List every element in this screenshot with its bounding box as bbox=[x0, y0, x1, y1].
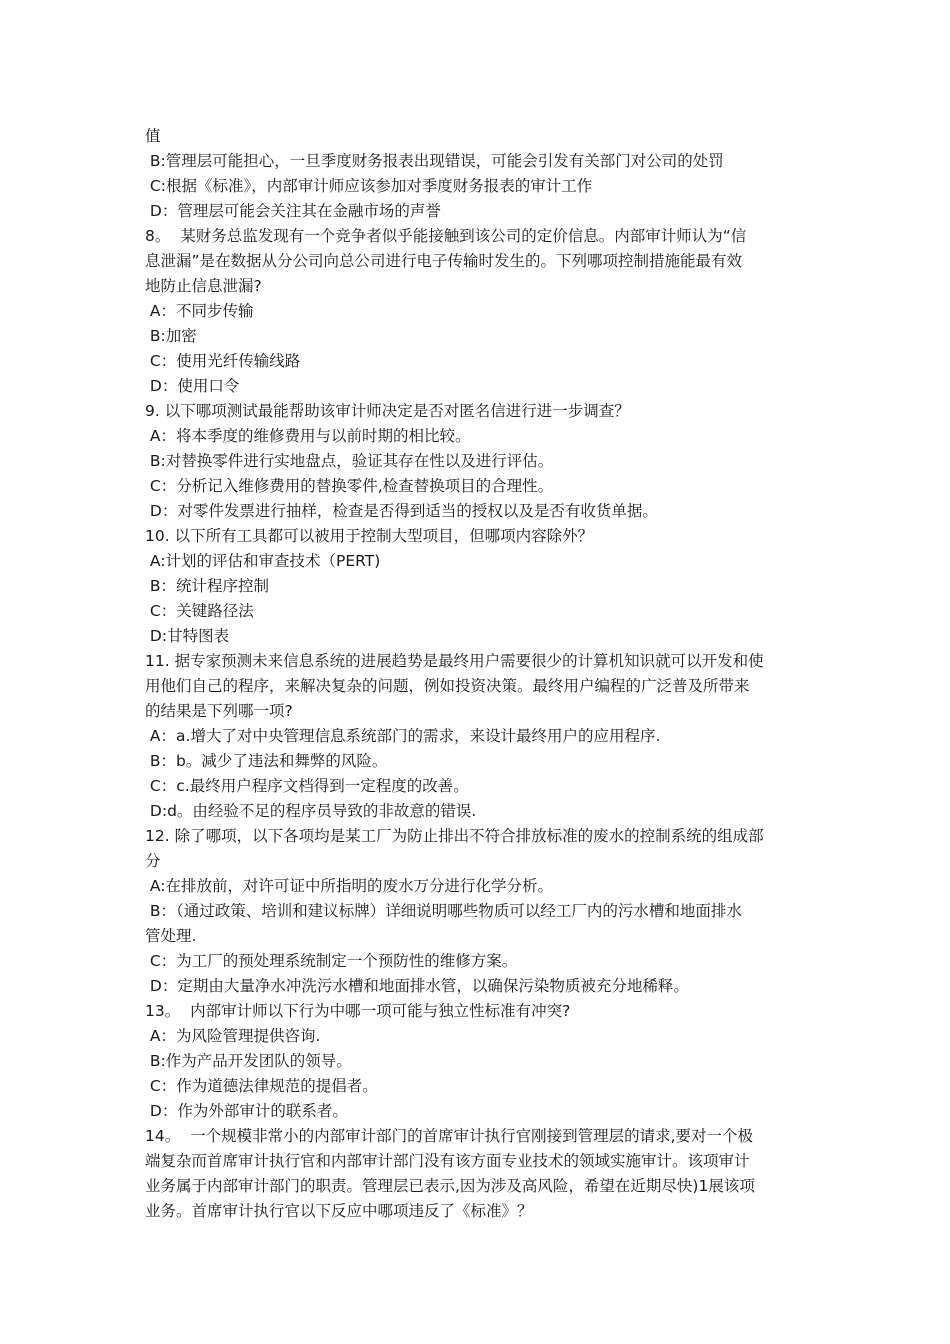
option-b: B:作为产品开发团队的领导。 bbox=[145, 1052, 352, 1070]
question-11-cont: 用他们自己的程序，来解决复杂的问题，例如投资决策。最终用户编程的广泛普及所带来 bbox=[145, 677, 750, 695]
option-c: C：关键路径法 bbox=[145, 602, 254, 620]
option-b: B:加密 bbox=[145, 327, 197, 345]
question-8: 8。 某财务总监发现有一个竞争者似乎能接触到该公司的定价信息。内部审计师认为“信 bbox=[145, 227, 747, 245]
option-b: B：b。减少了违法和舞弊的风险。 bbox=[145, 752, 388, 770]
option-c: C：c.最终用户程序文档得到一定程度的改善。 bbox=[145, 777, 469, 795]
option-c: C:根据《标准》，内部审计师应该参加对季度财务报表的审计工作 bbox=[145, 177, 593, 195]
option-d: D：使用口令 bbox=[145, 377, 240, 395]
option-d: D：作为外部审计的联系者。 bbox=[145, 1102, 348, 1120]
option-d: D：管理层可能会关注其在金融市场的声誉 bbox=[145, 202, 441, 220]
option-b: B:管理层可能担心，一旦季度财务报表出现错误，可能会引发有关部门对公司的处罚 bbox=[145, 152, 724, 170]
question-11: 11. 据专家预测未来信息系统的进展趋势是最终用户需要很少的计算机知识就可以开发和使 bbox=[145, 652, 764, 670]
question-14-cont: 业务属于内部审计部门的职责。管理层已表示,因为涉及高风险，希望在近期尽快)1展该项 bbox=[145, 1177, 755, 1195]
document-body bbox=[145, 124, 810, 1224]
option-a: A：为风险管理提供咨询. bbox=[145, 1027, 321, 1045]
option-c: C：分析记入维修费用的替换零件,检查替换项目的合理性。 bbox=[145, 477, 554, 495]
question-12: 12. 除了哪项，以下各项均是某工厂为防止排出不符合排放标准的废水的控制系统的组成部 bbox=[145, 827, 764, 845]
question-14: 14。 一个规模非常小的内部审计部门的首席审计执行官刚接到管理层的请求,要对一个极 bbox=[145, 1127, 754, 1145]
question-8-cont: 地防止信息泄漏? bbox=[145, 277, 262, 295]
question-14-cont: 端复杂而首席审计执行官和内部审计部门没有该方面专业技术的领域实施审计。该项审计 bbox=[145, 1152, 750, 1170]
option-d: D：对零件发票进行抽样，检查是否得到适当的授权以及是否有收货单据。 bbox=[145, 502, 658, 520]
question-10: 10. 以下所有工具都可以被用于控制大型项目，但哪项内容除外？ bbox=[145, 527, 594, 545]
option-d: D：定期由大量净水冲洗污水槽和地面排水管，以确保污染物质被充分地稀释。 bbox=[145, 977, 689, 995]
option-d: D:d。由经验不足的程序员导致的非故意的错误. bbox=[145, 802, 477, 820]
option-b: B：统计程序控制 bbox=[145, 577, 270, 595]
question-13: 13。 内部审计师以下行为中哪一项可能与独立性标准有冲突? bbox=[145, 1002, 571, 1020]
option-a: A:计划的评估和审查技术（PERT) bbox=[145, 552, 381, 570]
option-c: C：使用光纤传输线路 bbox=[145, 352, 301, 370]
option-a: A：a.增大了对中央管理信息系统部门的需求，来设计最终用户的应用程序. bbox=[145, 727, 661, 745]
option-a: A:在排放前，对许可证中所指明的废水万分进行化学分析。 bbox=[145, 877, 553, 895]
option-c: C：为工厂的预处理系统制定一个预防性的维修方案。 bbox=[145, 952, 518, 970]
option-b-cont: 管处理. bbox=[145, 927, 197, 945]
option-b: B:对替换零件进行实地盘点，验证其存在性以及进行评估。 bbox=[145, 452, 554, 470]
question-11-cont: 的结果是下列哪一项? bbox=[145, 702, 293, 720]
option-a: A：不同步传输 bbox=[145, 302, 254, 320]
question-12-cont: 分 bbox=[145, 852, 161, 870]
question-14-cont: 业务。首席审计执行官以下反应中哪项违反了《标准》？ bbox=[145, 1202, 533, 1220]
question-8-cont: 息泄漏”是在数据从分公司向总公司进行电子传输时发生的。下列哪项控制措施能最有效 bbox=[145, 252, 743, 270]
question-9: 9. 以下哪项测试最能帮助该审计师决定是否对匿名信进行进一步调查？ bbox=[145, 402, 630, 420]
option-b: B：（通过政策、培训和建议标牌）详细说明哪些物质可以经工厂内的污水槽和地面排水 bbox=[145, 902, 742, 920]
option-d: D:甘特图表 bbox=[145, 627, 230, 645]
option-a: A：将本季度的维修费用与以前时期的相比较。 bbox=[145, 427, 471, 445]
option-c: C：作为道德法律规范的提倡者。 bbox=[145, 1077, 378, 1095]
text-line: 值 bbox=[145, 127, 161, 145]
